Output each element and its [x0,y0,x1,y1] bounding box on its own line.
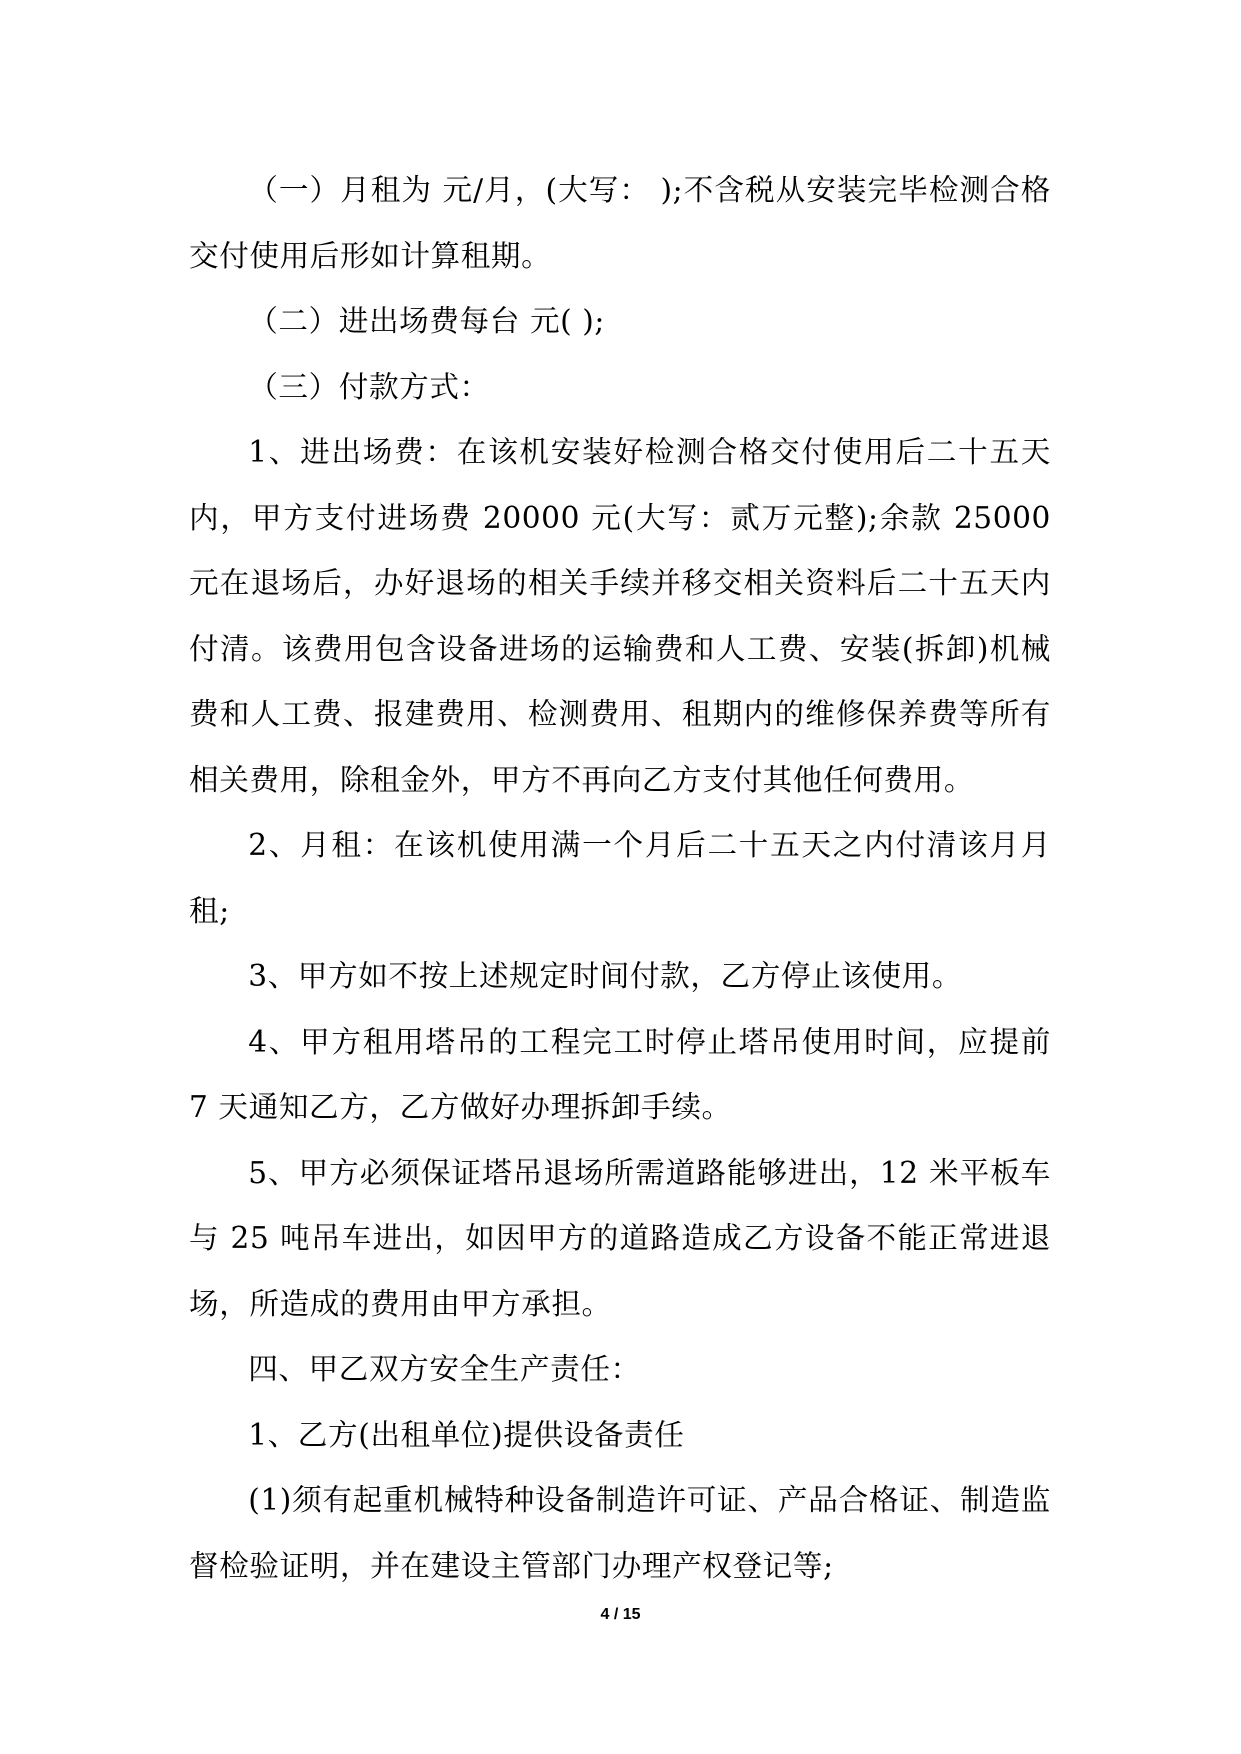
paragraph-item-3: 3、甲方如不按上述规定时间付款，乙方停止该使用。 [248,959,963,993]
section-heading-safety: 四、甲乙双方安全生产责任： [248,1352,641,1386]
paragraph-payment-method: （三）付款方式： [248,369,490,404]
paragraph-entry-exit-fee: （二）进出场费每台 元( ); [248,304,606,338]
paragraph-item-5: 5、甲方必须保证塔吊退场所需道路能够进出，12 米平板车与 25 吨吊车进出，如因甲方的道路造成乙方设备不能正常进退场，所造成的费用由甲方承担。 [189,1155,1051,1321]
paragraph-subitem-1: (1)须有起重机械特种设备制造许可证、产品合格证、制造监督检验证明，并在建设主管部门办理产权登记等; [189,1483,1051,1583]
paragraph-item-2: 2、月租：在该机使用满一个月后二十五天之内付清该月月租; [189,828,1051,928]
page-number: 4 / 15 [600,1606,641,1623]
paragraph-item-1: 1、进出场费：在该机安装好检测合格交付使用后二十五天内，甲方支付进场费 20000 元(大写：贰万元整);余款 25000 元在退场后，办好退场的相关手续并移交相关资料后二十五天内付清。该费用包含设备进场的运输费和人工费、安装(拆卸)机械费和人工费、报建费用、检测费用、租期内的维修保养费等所有相关费用，除租金外，甲方不再向乙方支付其他任何费用。 [189,435,1051,797]
paragraph-item-4: 4、甲方租用塔吊的工程完工时停止塔吊使用时间，应提前 7 天通知乙方，乙方做好办理拆卸手续。 [189,1024,1051,1124]
subheading-lessor-duty: 1、乙方(出租单位)提供设备责任 [248,1417,685,1452]
document-body [189,158,1051,1599]
paragraph-monthly-rent: （一）月租为 元/月，(大写： );不含税从安装完毕检测合格交付使用后形如计算租期。 [189,173,1051,273]
